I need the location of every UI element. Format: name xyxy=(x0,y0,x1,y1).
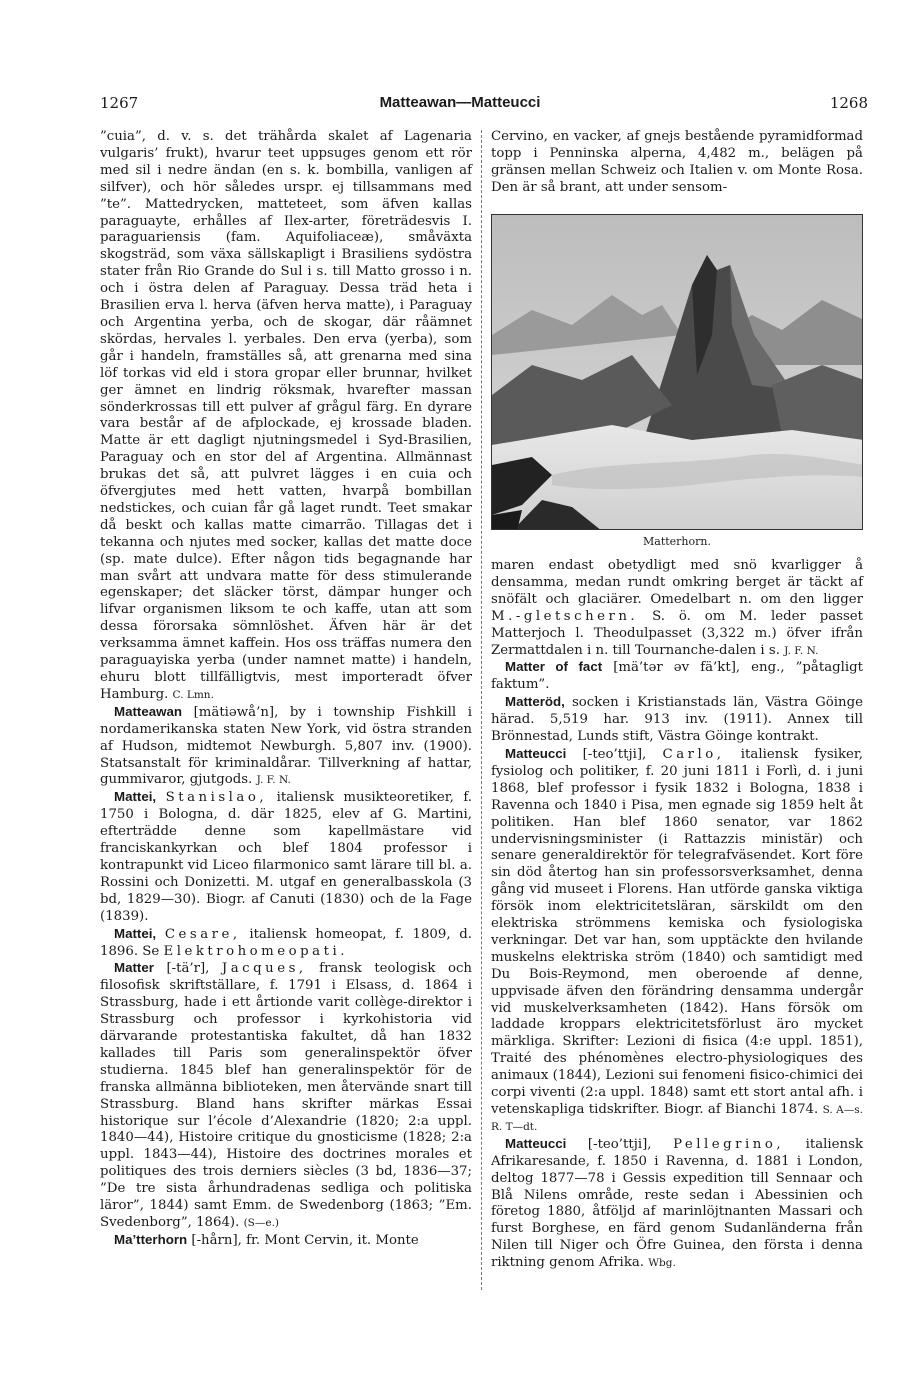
article-text: fransk teologisk och filosofisk skriftställare, f. 1791 i Elsass, d. 1864 i Strassburg, hade i ett årtionde varit collège-direktor i Strassburg och professor i kyrkohistoria vid därvarande protestantiska fakultet, då han 1832 kallades till Paris som generalinspektör öfver studierna. 1845 blef han generalinspektör för de franska allmänna biblioteken, men återvände snart till Strassburg. Bland hans skrifter märkas Essai historique sur l’école d’Alexandrie (1820; 2:a uppl. 1840—44), Histoire critique du gnosticisme (1828; 2:a uppl. 1843—44), Histoire des doctrines morales et politiques des trois derniers siècles (3 bd, 1836—37; ”De tre sista århundradenas sedliga och politiska läror”, 1844) samt Emm. de Swedenborg (1863; ”Em. Svedenborg”, 1864). xyxy=(100,961,472,1230)
article-matter-of-fact xyxy=(491,659,863,694)
right-column-top xyxy=(491,129,863,197)
person-name: Cesare, xyxy=(164,926,241,942)
author-signature: J. F. N. xyxy=(784,644,819,657)
article-mattei-cesare xyxy=(100,926,472,961)
article-mattei-stanislao xyxy=(100,789,472,925)
article-lemma: Matteröd, xyxy=(505,694,565,710)
article-matterhorn-continued-2 xyxy=(491,558,863,659)
article-matteucci-pellegrino xyxy=(491,1136,863,1272)
article-text: S. ö. om M. leder passet Matterjoch l. Theodulpasset (3,322 m.) öfver ifrån Zermattdalen i n. till Tournanche-dalen i s. xyxy=(491,608,864,658)
article-text: [-hårn], fr. Mont Cervin, it. Monte xyxy=(191,1232,419,1248)
author-signature: J. F. N. xyxy=(256,774,291,787)
article-lemma: Matter of fact xyxy=(505,659,603,675)
person-name: Pellegrino, xyxy=(673,1136,785,1152)
figure-caption: Matterhorn. xyxy=(643,535,711,548)
article-lemma: Ma’tterhorn xyxy=(114,1231,188,1247)
cross-reference: M.-gletschern. xyxy=(491,608,639,624)
author-signature: Wbg. xyxy=(648,1257,676,1270)
article-lemma: Matter xyxy=(114,960,154,976)
article-text: [mätiəwå’n], by i township Fishkill i nordamerikanska staten New York, vid östra stranden af Hudson, midtemot Newburgh. 5,807 inv. (1900). Statsanstalt för kriminaldårar. Tillverkning af hattar, gummivaror, gjutgods. xyxy=(100,704,472,788)
person-name: Stanislao, xyxy=(165,790,268,806)
author-signature: C. Lmn. xyxy=(172,688,214,701)
author-signature: (S—e.) xyxy=(243,1217,279,1229)
column-divider xyxy=(481,130,482,1290)
article-text: Cervino, en vacker, af gnejs bestående pyramidformad topp i Penninska alperna, 4,482 m., belägen på gränsen mellan Schweiz och Italien v. om Monte Rosa. Den är så brant, att under sensom- xyxy=(491,129,863,195)
person-name: Carlo, xyxy=(662,746,725,762)
author-signature: S. A—s. R. T—dt. xyxy=(491,1104,863,1133)
article-matterod xyxy=(491,694,863,746)
page-number-left: 1267 xyxy=(100,94,139,112)
article-text: ”cuia”, d. v. s. det trähårda skalet af Lagenaria vulgaris’ frukt), hvarur teet uppsuges genom ett rör med sil i nedre ändan (en s. k. bombilla, vanligen af silfver), och hör således urspr. ej tillsammans med ”te”. Mattedrycken, matteteet, som äfven kallas paraguayte, erhålles af Ilex-arter, företrädesvis I. paraguariensis (fam. Aquifoliaceæ), småväxta skogsträd, som växa sällskapligt i Brasiliens sydöstra stater från Rio Grande do Sul i s. till Matto grosso i n. och i östra delen af Paraguay. Dessa träd heta i Brasilien erva l. herva (äfven herva matte), i Paraguay och Argentina yerba, och de skogar, där råämnet skördas, hervales l. yerbales. Den erva (yerba), som går i handeln, framställes så, att grenarna med sina löf torkas vid eld i stora gropar eller brunnar, hvilket ger ämnet en lindrig röksmak, hvarefter massan sönderkrossas till ett pulver af grågul färg. En dyrare vara består af de afplockade, ej krossade bladen. Matte är ett dagligt njutningsmedel i Syd-Brasilien, Paraguay och en stor del af Argentina. Allmännast brukas det så, att pulvret lägges i en cuia och öfvergjutes med hett vatten, hvarpå bombillan nedstickes, och cuian får gå laget rundt. Teet smakar då beskt och kallas matte cimarrão. Tillagas det i tekanna och njutes med socker, kallas det matte doce (sp. mate dulce). Efter någon tids begagnande har man svårt att undvara matte för dess stimulerande egenskaper; det släcker törst, dämpar hunger och lifvar organismen liksom te och kaffe, utan att som dessa förorsaka sömnlöshet. Äfven här är det verksamma ämnet kaffein. Hos oss träffas numera den paraguayiska yerba (under namnet matte) i handeln, ehuru blott tillfälligtvis, mest importeradt öfver Hamburg. xyxy=(100,129,472,702)
article-matteucci-carlo xyxy=(491,746,863,1136)
page-header-title: Matteawan—Matteucci xyxy=(379,94,541,111)
cross-reference: Elektrohomeopati. xyxy=(163,943,348,959)
article-text: [mä’tər əv fä’kt], eng., ”påtagligt faktum”. xyxy=(491,660,863,693)
article-lemma: Mattei, xyxy=(114,925,157,941)
page-number-right: 1268 xyxy=(829,94,868,112)
article-matterhorn xyxy=(100,1232,472,1250)
article-matterhorn-continued xyxy=(491,129,863,197)
article-matter-jacques xyxy=(100,960,472,1232)
article-text: italiensk homeopat, f. 1809, d. 1896. Se xyxy=(100,926,473,959)
article-lemma: Matteucci xyxy=(505,745,567,761)
person-name: Jacques, xyxy=(221,961,307,977)
article-text: italiensk fysiker, fysiolog och politiker, f. 20 juni 1811 i Forlì, d. i juni 1868, blef professor i fysik 1832 i Bologna, 1838 i Ravenna och 1840 i Pisa, men egnade sig 1859 helt åt politiken. Han blef 1860 senator, var 1862 undervisningsminister (i Rattazzis ministär) och senare generaldirektör för telegrafväsendet. Kort före sin död återtog han sin professorsverksamhet, denna gång vid museet i Florens. Han utförde ganska viktiga försök inom elektricitetsläran, särskildt om den elektriska strömmens kemiska och fysiologiska verkningar. Det var han, som upptäckte den hvilande muskelns elektriska ström (1840) och samtidigt med Du Bois-Reymond, men oberoende af denne, uppvisade äfven den förändring densamma undergår vid muskelverksamheten (1842). Hans försök om laddade kroppars elektricitetsförlust äro mycket märkliga. Skrifter: Lezioni di fisica (4:e uppl. 1851), Traité des phénomènes electro-physiologiques des animaux (1844), Lezioni sui fenomeni fisico-chimici dei corpi viventi (2:a uppl. 1848) samt ett stort antal afh. i vetenskapliga tidskrifter. Biogr. af Bianchi 1874. xyxy=(491,746,863,1117)
left-column xyxy=(100,129,472,1250)
right-column-bottom xyxy=(491,558,863,1272)
article-matte-continued xyxy=(100,129,472,704)
pronunciation: [-tä’r], xyxy=(166,961,210,977)
article-matteawan xyxy=(100,704,472,790)
article-text: socken i Kristianstads län, Västra Göinge härad. 5,519 har. 913 inv. (1911). Annex till Brönnestad, Lunds stift, Västra Göinge kontrakt. xyxy=(491,695,864,745)
article-lemma: Matteawan xyxy=(114,703,182,719)
article-lemma: Mattei, xyxy=(114,789,157,805)
article-text: italiensk Afrikaresande, f. 1850 i Ravenna, d. 1881 i London, deltog 1877—78 i Gessis expedition till Sennaar och Blå Nilens område, reste sedan i Abessinien och företog 1880, åtföljd af marinlöjtnanten Massari och furst Borghese, en färd genom Sudanländerna från Nilen till Niger och Öfre Guinea, den första i denna riktning genom Afrika. xyxy=(491,1136,863,1271)
matterhorn-photograph xyxy=(491,214,863,530)
mountain-image xyxy=(492,215,863,530)
pronunciation: [-teo’ttji], xyxy=(587,1136,652,1152)
pronunciation: [-teo’ttji], xyxy=(582,746,647,762)
article-text: maren endast obetydligt med snö kvarligger å densamma, medan rundt omkring berget är täckt af snöfält och glaciärer. Omedelbart n. om den ligger xyxy=(491,558,863,607)
article-text: italiensk musikteoretiker, f. 1750 i Bologna, d. där 1825, elev af G. Martini, efterträdde denne som kapellmästare vid franciskankyrkan och blef 1804 professor i kontrapunkt vid Liceo filarmonico samt lärare till bl. a. Rossini och Donizetti. M. utgaf en generalbasskola (3 bd, 1829—30). Biogr. af Canuti (1830) och de la Fage (1839). xyxy=(100,790,473,924)
article-lemma: Matteucci xyxy=(505,1135,567,1151)
